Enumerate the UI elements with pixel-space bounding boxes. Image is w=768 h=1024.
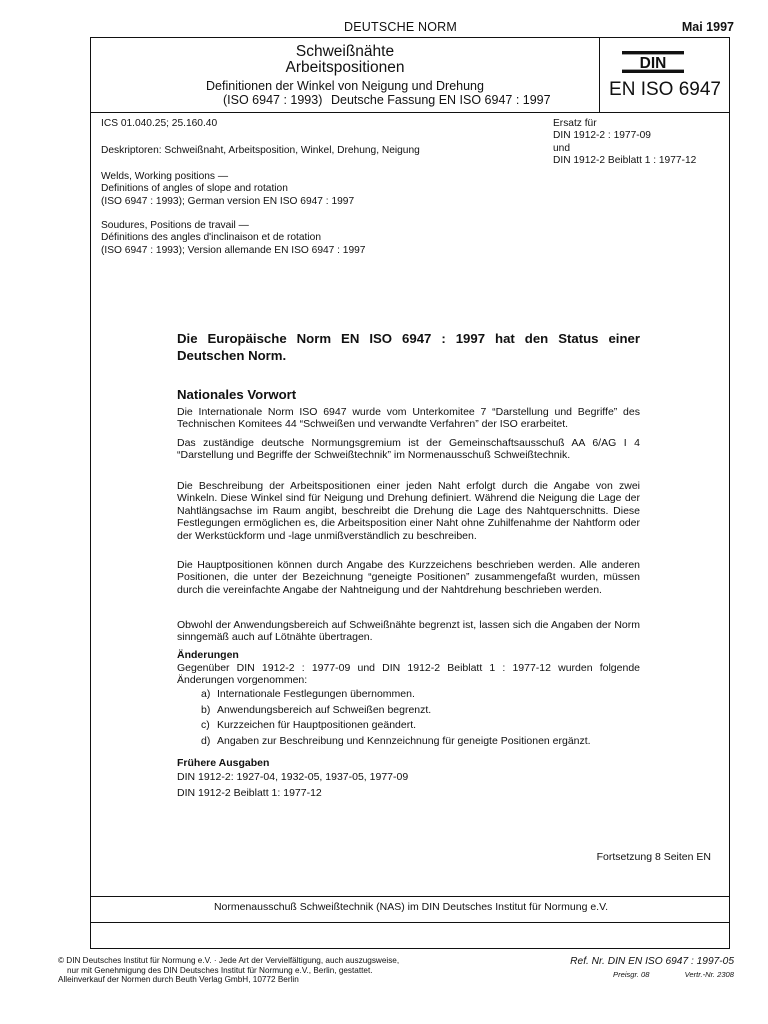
list-item [201, 719, 416, 731]
copyright-line: Alleinverkauf der Normen durch Beuth Verlag GmbH, 10772 Berlin [58, 975, 299, 985]
copyright-line: © DIN Deutsches Institut für Normung e.V. · Jede Art der Vervielfältigung, auch auszugsweise, [58, 956, 400, 965]
english-title-line: (ISO 6947 : 1993); German version EN ISO 6947 : 1997 [101, 195, 355, 207]
foreword-heading: Nationales Vorwort [177, 387, 297, 402]
norm-type-label: DEUTSCHE NORM [344, 20, 458, 34]
distribution-number: Vertr.-Nr. 2308 [684, 970, 734, 979]
list-item [201, 735, 591, 747]
list-item [201, 688, 415, 700]
list-item-letter: d) [201, 735, 211, 747]
ics-code: ICS 01.040.25; 25.160.40 [101, 118, 218, 129]
list-item-text: Internationale Festlegungen übernommen. [217, 688, 415, 700]
descriptors: Deskriptoren: Schweißnaht, Arbeitsposition, Winkel, Drehung, Neigung [101, 145, 420, 156]
list-item-letter: c) [201, 719, 210, 731]
list-item-text: Kurzzeichen für Hauptpositionen geändert. [217, 719, 417, 731]
replacement-line: DIN 1912-2 Beiblatt 1 : 1977-12 [553, 155, 697, 167]
standards-committee: Normenausschuß Schweißtechnik (NAS) im DIN Deutsches Institut für Normung e.V. [213, 901, 609, 913]
logo-text: DIN [639, 55, 667, 72]
german-version: Deutsche Fassung EN ISO 6947 : 1997 [331, 93, 551, 107]
publication-date: Mai 1997 [681, 20, 734, 34]
copyright-line: nur mit Genehmigung des DIN Deutsches Institut für Normung e.V., Berlin, gestattet. [67, 965, 373, 975]
status-statement: Die Europäische Norm EN ISO 6947 : 1997 hat den Status einer Deutschen Norm. [177, 331, 640, 363]
previous-editions-heading: Frühere Ausgaben [177, 757, 270, 769]
french-title [101, 220, 365, 257]
document-frame [90, 37, 730, 949]
english-title [101, 171, 354, 208]
list-item-letter: b) [201, 704, 211, 716]
footer-divider-lower [91, 922, 729, 923]
foreword-paragraph: Die Beschreibung der Arbeitspositionen einer jeden Naht erfolgt durch die Angabe von zwei Winkeln. Diese Winkel sind für Neigung und Drehung definiert. Während die Neigung die Lage der Nahtlängsachse im Raum angibt, beschreibt die Drehung die Lage des Nahtquerschnitts. Diese Festlegungen ermöglichen es, die Arbeitsposition einer Naht ohne Zuhilfenahme der Nahtform oder der Werkstückform und -lage unmißverständlich zu beschreiben. [177, 480, 640, 542]
replacement-line: Ersatz für [553, 118, 597, 129]
english-title-line: Definitions of angles of slope and rotation [101, 183, 288, 195]
price-group: Preisgr. 08 [613, 970, 650, 979]
list-item-letter: a) [201, 688, 211, 700]
replacement-line: und [553, 142, 570, 154]
document-number: EN ISO 6947 [609, 79, 721, 100]
foreword-paragraph: Das zuständige deutsche Normungsgremium ist der Gemeinschaftsausschuß AA 6/AG I 4 “Darstellung und Begriffe der Schweißtechnik” im Normenausschuß Schweißtechnik. [177, 437, 640, 462]
copyright-notice [58, 956, 399, 985]
english-title-line: Welds, Working positions — [101, 171, 229, 182]
title-subtitle: Definitionen der Winkel von Neigung und Drehung [206, 79, 484, 93]
previous-edition-line: DIN 1912-2: 1927-04, 1932-05, 1937-05, 1977-09 [177, 771, 409, 783]
list-item-text: Angaben zur Beschreibung und Kennzeichnung für geneigte Positionen ergänzt. [217, 735, 591, 747]
foreword-paragraph: Die Internationale Norm ISO 6947 wurde vom Unterkomitee 7 “Darstellung und Begriffe” des Technischen Komitees 44 “Schweißen und verwandte Verfahren” der ISO erarbeitet. [177, 406, 640, 431]
french-title-line: Soudures, Positions de travail — [101, 220, 249, 231]
title-line-2: Arbeitspositionen [285, 59, 405, 76]
list-item-text: Anwendungsbereich auf Schweißen begrenzt. [217, 704, 432, 716]
list-item [201, 704, 431, 716]
replacement-info [553, 118, 696, 168]
french-title-line: Définitions des angles d'inclinaison et de rotation [101, 232, 321, 244]
continuation-note: Fortsetzung 8 Seiten EN [596, 851, 711, 863]
previous-edition-line: DIN 1912-2 Beiblatt 1: 1977-12 [177, 787, 322, 799]
reference-number: Ref. Nr. DIN EN ISO 6947 : 1997-05 [570, 956, 734, 967]
foreword-paragraph: Die Hauptpositionen können durch Angabe des Kurzzeichens beschrieben werden. Alle anderen Positionen, die unter der Bezeichnung “geneigte Positionen” zusammengefaßt wurden, müssen durch die vereinfachte Angabe der Nahtneigung und der Nahtdrehung beschrieben werden. [177, 559, 640, 596]
replacement-line: DIN 1912-2 : 1977-09 [553, 130, 651, 142]
changes-intro: Gegenüber DIN 1912-2 : 1977-09 und DIN 1912-2 Beiblatt 1 : 1977-12 wurden folgende Änderungen vorgenommen: [177, 662, 640, 687]
french-title-line: (ISO 6947 : 1993); Version allemande EN ISO 6947 : 1997 [101, 244, 366, 256]
foreword-paragraph: Obwohl der Anwendungsbereich auf Schweißnähte begrenzt ist, lassen sich die Angaben der Norm sinngemäß auch auf Lötnähte übertragen. [177, 619, 640, 644]
din-logo-icon [621, 50, 685, 74]
footer-divider-upper [91, 896, 729, 897]
title-line-1: Schweißnähte [295, 43, 395, 60]
iso-reference: (ISO 6947 : 1993) [223, 93, 323, 107]
title-divider [91, 112, 729, 113]
changes-heading: Änderungen [177, 649, 239, 661]
